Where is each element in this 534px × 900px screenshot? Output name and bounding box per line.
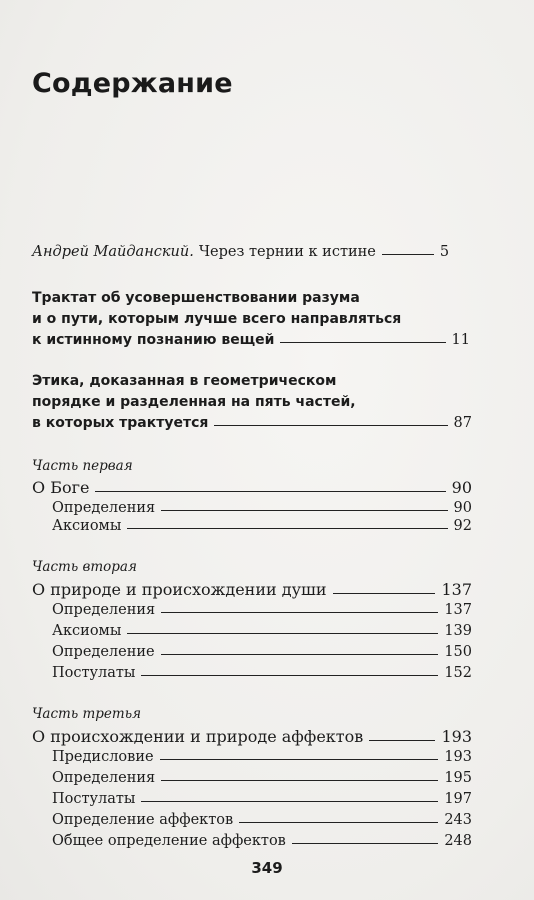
intro-title: Через тернии к истине	[198, 244, 376, 260]
ethics-line-2: порядке и разделенная на пять частей,	[32, 394, 356, 410]
part-page: 137	[441, 580, 472, 599]
ethics-page: 87	[453, 415, 472, 431]
leader-line	[382, 254, 434, 255]
intro-author: Андрей Майданский.	[32, 244, 194, 260]
intro-page: 5	[439, 244, 450, 260]
page-title: Содержание	[32, 68, 233, 99]
part-heading: О Боге	[32, 478, 90, 497]
leader-line	[141, 675, 438, 676]
toc-subentry[interactable]	[52, 623, 472, 639]
treatise-page: 11	[451, 332, 470, 348]
part-label: Часть третья	[32, 706, 142, 722]
leader-line	[369, 740, 435, 741]
subentry-title: Аксиомы	[52, 623, 122, 639]
leader-line	[161, 780, 438, 781]
subentry-title: Определения	[52, 602, 156, 618]
subentry-page: 137	[444, 602, 472, 618]
subentry-title: Общее определение аффектов	[52, 833, 286, 849]
subentry-title: Постулаты	[52, 791, 136, 807]
toc-entry-intro[interactable]	[32, 244, 460, 260]
treatise-line-3: к истинному познанию вещей	[32, 332, 275, 348]
subentry-title: Предисловие	[52, 749, 154, 765]
leader-line	[239, 822, 438, 823]
subentry-title: Определения	[52, 770, 156, 786]
part-page: 193	[441, 727, 472, 746]
subentry-title: Аксиомы	[52, 518, 122, 534]
subentry-title: Определение аффектов	[52, 812, 234, 828]
part-label: Часть первая	[32, 458, 133, 474]
leader-line	[160, 759, 439, 760]
part-heading: О природе и происхождении души	[32, 580, 327, 599]
subentry-title: Определение	[52, 644, 155, 660]
toc-entry-treatise[interactable]	[32, 332, 470, 348]
leader-line	[161, 612, 438, 613]
treatise-line-2: и о пути, которым лучше всего направляться	[32, 311, 402, 327]
part-label: Часть вторая	[32, 559, 137, 575]
toc-subentry[interactable]	[52, 518, 472, 534]
toc-subentry[interactable]	[52, 500, 472, 516]
toc-subentry[interactable]	[52, 812, 472, 828]
subentry-page: 197	[444, 791, 472, 807]
leader-line	[127, 633, 438, 634]
toc-subentry[interactable]	[52, 833, 472, 849]
subentry-page: 139	[444, 623, 472, 639]
toc-entry-part1[interactable]	[32, 478, 472, 497]
subentry-page: 248	[444, 833, 472, 849]
leader-line	[333, 593, 436, 594]
leader-line	[292, 843, 438, 844]
toc-subentry[interactable]	[52, 665, 472, 681]
subentry-title: Постулаты	[52, 665, 136, 681]
toc-entry-part3[interactable]	[32, 727, 472, 746]
subentry-page: 243	[444, 812, 472, 828]
toc-subentry[interactable]	[52, 770, 472, 786]
subentry-page: 152	[444, 665, 472, 681]
leader-line	[161, 510, 447, 511]
part-heading: О происхождении и природе аффектов	[32, 727, 364, 746]
toc-subentry[interactable]	[52, 602, 472, 618]
part-page: 90	[451, 478, 472, 497]
leader-line	[280, 342, 445, 343]
leader-line	[214, 425, 447, 426]
toc-entry-ethics[interactable]	[32, 415, 472, 431]
toc-subentry[interactable]	[52, 791, 472, 807]
leader-line	[95, 491, 445, 492]
subentry-page: 193	[444, 749, 472, 765]
ethics-line-1: Этика, доказанная в геометрическом	[32, 373, 337, 389]
subentry-page: 90	[453, 500, 472, 516]
toc-subentry[interactable]	[52, 749, 472, 765]
subentry-page: 195	[444, 770, 472, 786]
ethics-line-3: в которых трактуется	[32, 415, 209, 431]
leader-line	[141, 801, 438, 802]
page-number: 349	[251, 859, 283, 877]
leader-line	[127, 528, 447, 529]
subentry-page: 150	[444, 644, 472, 660]
toc-subentry[interactable]	[52, 644, 472, 660]
leader-line	[161, 654, 439, 655]
treatise-line-1: Трактат об усовершенствовании разума	[32, 290, 360, 306]
subentry-page: 92	[453, 518, 472, 534]
subentry-title: Определения	[52, 500, 156, 516]
toc-entry-part2[interactable]	[32, 580, 472, 599]
